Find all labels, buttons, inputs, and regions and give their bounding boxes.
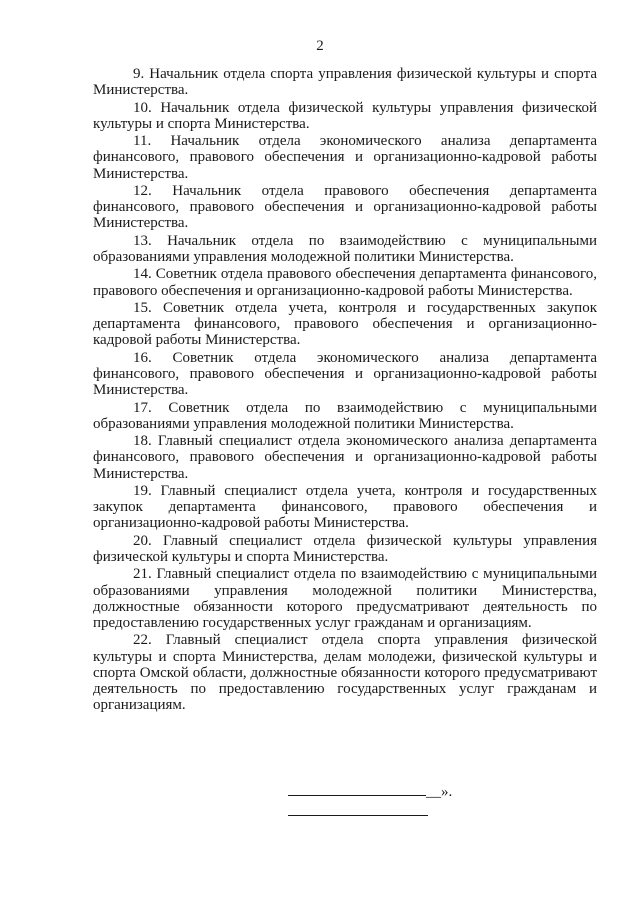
list-item: 18. Главный специалист отдела экономического анализа департамента финансового, правового обеспечения и организационно-кадровой работы Министерства. — [93, 433, 597, 482]
list-item: 17. Советник отдела по взаимодействию с муниципальными образованиями управления молодежной политики Министерства. — [93, 399, 597, 432]
list-item: 9. Начальник отдела спорта управления физической культуры и спорта Министерства. — [93, 66, 597, 99]
list-item: 11. Начальник отдела экономического анализа департамента финансового, правового обеспечения и организационно-кадровой работы Министерства. — [93, 133, 597, 182]
page-number: 2 — [316, 38, 324, 54]
closing-quote-prefix: __ — [426, 784, 441, 800]
list-item: 10. Начальник отдела физической культуры управления физической культуры и спорта Министерства. — [93, 99, 597, 132]
list-item: 20. Главный специалист отдела физической культуры управления физической культуры и спорта Министерства. — [93, 532, 597, 565]
closing-underline — [288, 784, 426, 796]
list-item: 13. Начальник отдела по взаимодействию с муниципальными образованиями управления молодежной политики Министерства. — [93, 232, 597, 265]
list-item: 14. Советник отдела правового обеспечения департамента финансового, правового обеспечения и организационно-кадровой работы Министерства. — [93, 266, 597, 299]
list-item: 12. Начальник отдела правового обеспечения департамента финансового, правового обеспечения и организационно-кадровой работы Министерства. — [93, 182, 597, 232]
list-item: 19. Главный специалист отдела учета, контроля и государственных закупок департамента финансового, правового обеспечения и организационно-кадровой работы Министерства. — [93, 482, 597, 532]
list-item: 15. Советник отдела учета, контроля и государственных закупок департамента финансового, правового обеспечения и организационно-кадровой работы Министерства. — [93, 299, 597, 349]
list-item: 22. Главный специалист отдела спорта управления физической культуры и спорта Министерства, делам молодежи, физической культуры и спорта Омской области, должностные обязанности которого предусматривают деятельность по предоставлению государственных услуг гражданам и организациям. — [93, 632, 597, 714]
document-body — [93, 66, 597, 715]
list-item: 16. Советник отдела экономического анализа департамента финансового, правового обеспечения и организационно-кадровой работы Министерства. — [93, 349, 597, 399]
closing-quote: ». — [441, 784, 453, 800]
signature-line — [288, 815, 428, 816]
closing-mark — [288, 784, 452, 800]
list-item: 21. Главный специалист отдела по взаимодействию с муниципальными образованиями управления молодежной политики Министерства, должностные обязанности которого предусматривают деятельность по предоставлению государственных услуг гражданам и организациям. — [93, 566, 597, 631]
